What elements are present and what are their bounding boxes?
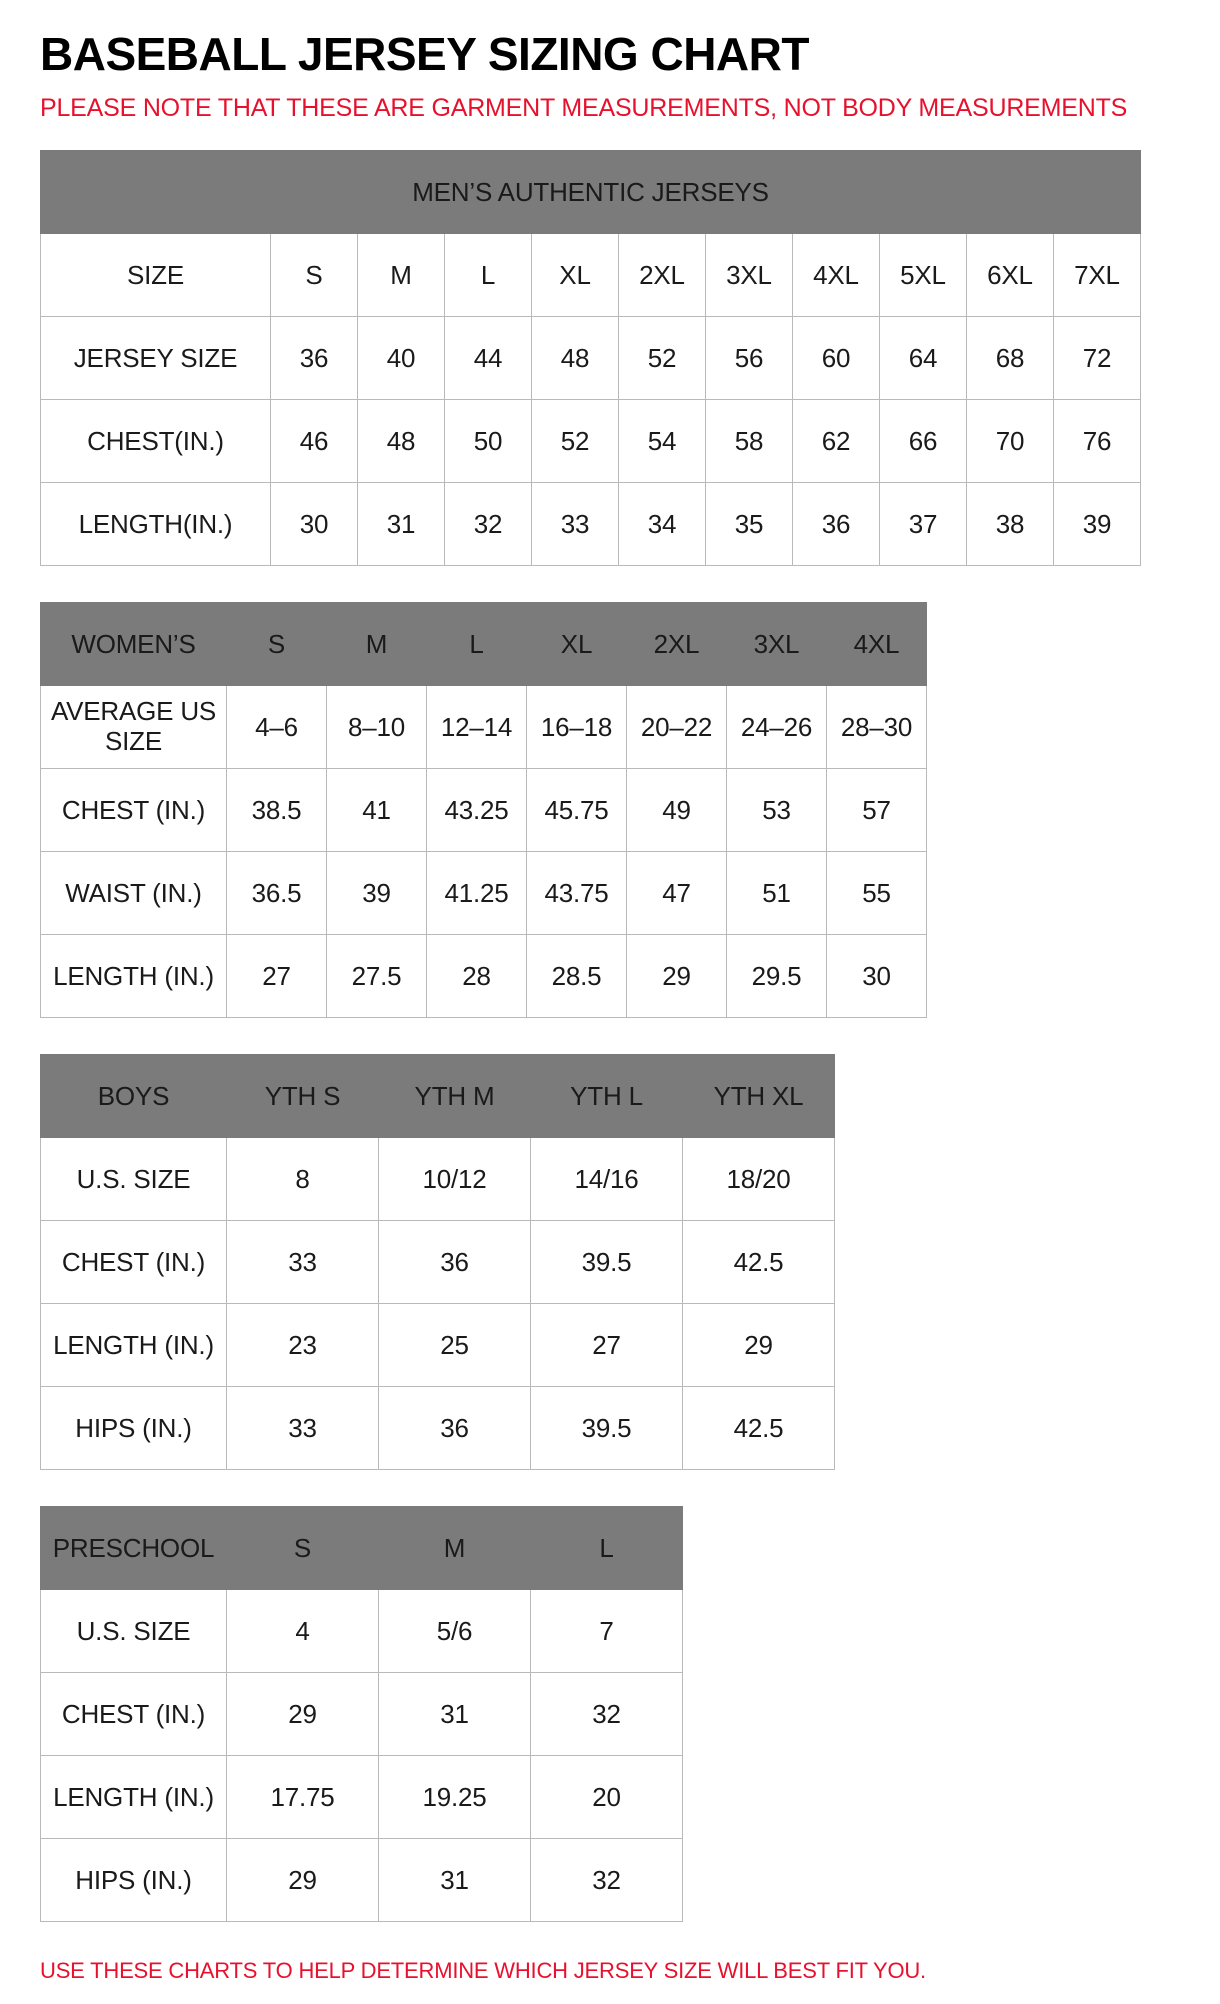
boys-sizing-table <box>40 1054 835 1470</box>
mens-data-cell: 38 <box>967 483 1054 566</box>
table-row <box>41 1138 835 1221</box>
womens-data-cell: 20–22 <box>627 686 727 769</box>
table-row <box>41 769 927 852</box>
mens-data-cell: 62 <box>793 400 880 483</box>
boys-data-cell: 42.5 <box>683 1387 835 1470</box>
boys-size-cell: YTH XL <box>683 1055 835 1138</box>
mens-size-cell: 5XL <box>880 234 967 317</box>
womens-data-cell: 30 <box>827 935 927 1018</box>
mens-data-cell: 50 <box>445 400 532 483</box>
womens-data-cell: 12–14 <box>427 686 527 769</box>
mens-sizing-table <box>40 150 1141 566</box>
preschool-data-cell: 4 <box>227 1590 379 1673</box>
womens-size-cell: XL <box>527 603 627 686</box>
mens-data-cell: 58 <box>706 400 793 483</box>
womens-data-cell: 39 <box>327 852 427 935</box>
table-row <box>41 1387 835 1470</box>
womens-size-cell: L <box>427 603 527 686</box>
boys-data-cell: 33 <box>227 1387 379 1470</box>
boys-data-cell: 23 <box>227 1304 379 1387</box>
preschool-size-cell: L <box>531 1507 683 1590</box>
preschool-data-cell: 20 <box>531 1756 683 1839</box>
boys-row-label: U.S. SIZE <box>41 1138 227 1221</box>
preschool-data-cell: 29 <box>227 1839 379 1922</box>
boys-data-cell: 33 <box>227 1221 379 1304</box>
table-row <box>41 317 1141 400</box>
preschool-sizing-table <box>40 1506 683 1922</box>
womens-data-cell: 41 <box>327 769 427 852</box>
mens-size-cell: 4XL <box>793 234 880 317</box>
womens-data-cell: 41.25 <box>427 852 527 935</box>
preschool-row-label: CHEST (IN.) <box>41 1673 227 1756</box>
preschool-data-cell: 29 <box>227 1673 379 1756</box>
table-row <box>41 1507 683 1590</box>
table-row <box>41 1221 835 1304</box>
table-row <box>41 400 1141 483</box>
mens-banner: MEN’S AUTHENTIC JERSEYS <box>41 151 1141 234</box>
mens-data-cell: 56 <box>706 317 793 400</box>
mens-data-cell: 32 <box>445 483 532 566</box>
womens-data-cell: 27.5 <box>327 935 427 1018</box>
table-row <box>41 234 1141 317</box>
preschool-data-cell: 5/6 <box>379 1590 531 1673</box>
mens-data-cell: 34 <box>619 483 706 566</box>
womens-data-cell: 57 <box>827 769 927 852</box>
womens-data-cell: 36.5 <box>227 852 327 935</box>
footer-note: USE THESE CHARTS TO HELP DETERMINE WHICH JERSEY SIZE WILL BEST FIT YOU. <box>40 1958 926 1984</box>
mens-size-cell: S <box>271 234 358 317</box>
preschool-size-cell: S <box>227 1507 379 1590</box>
table-row <box>41 1590 683 1673</box>
mens-data-cell: 60 <box>793 317 880 400</box>
mens-data-cell: 40 <box>358 317 445 400</box>
preschool-data-cell: 31 <box>379 1673 531 1756</box>
boys-size-cell: YTH M <box>379 1055 531 1138</box>
garment-measurement-note: PLEASE NOTE THAT THESE ARE GARMENT MEASUREMENTS, NOT BODY MEASUREMENTS <box>40 94 1128 123</box>
preschool-row-label: U.S. SIZE <box>41 1590 227 1673</box>
table-row <box>41 1673 683 1756</box>
boys-header-label: BOYS <box>41 1055 227 1138</box>
boys-data-cell: 39.5 <box>531 1387 683 1470</box>
womens-data-cell: 28–30 <box>827 686 927 769</box>
preschool-data-cell: 7 <box>531 1590 683 1673</box>
mens-data-cell: 46 <box>271 400 358 483</box>
preschool-data-cell: 19.25 <box>379 1756 531 1839</box>
boys-data-cell: 39.5 <box>531 1221 683 1304</box>
boys-size-cell: YTH L <box>531 1055 683 1138</box>
mens-data-cell: 36 <box>271 317 358 400</box>
mens-data-cell: 33 <box>532 483 619 566</box>
mens-size-label: SIZE <box>41 234 271 317</box>
womens-size-cell: S <box>227 603 327 686</box>
mens-data-cell: 48 <box>358 400 445 483</box>
table-row <box>41 935 927 1018</box>
table-row <box>41 686 927 769</box>
boys-data-cell: 29 <box>683 1304 835 1387</box>
mens-data-cell: 72 <box>1054 317 1141 400</box>
table-row <box>41 1839 683 1922</box>
womens-data-cell: 4–6 <box>227 686 327 769</box>
mens-data-cell: 39 <box>1054 483 1141 566</box>
mens-data-cell: 36 <box>793 483 880 566</box>
mens-row-label: LENGTH(IN.) <box>41 483 271 566</box>
womens-data-cell: 29.5 <box>727 935 827 1018</box>
mens-data-cell: 54 <box>619 400 706 483</box>
mens-size-cell: 2XL <box>619 234 706 317</box>
mens-size-cell: L <box>445 234 532 317</box>
womens-data-cell: 28 <box>427 935 527 1018</box>
womens-sizing-table <box>40 602 927 1018</box>
table-row <box>41 483 1141 566</box>
mens-size-cell: XL <box>532 234 619 317</box>
boys-data-cell: 36 <box>379 1221 531 1304</box>
preschool-header-label: PRESCHOOL <box>41 1507 227 1590</box>
mens-data-cell: 44 <box>445 317 532 400</box>
boys-data-cell: 36 <box>379 1387 531 1470</box>
boys-data-cell: 27 <box>531 1304 683 1387</box>
womens-data-cell: 16–18 <box>527 686 627 769</box>
mens-row-label: CHEST(IN.) <box>41 400 271 483</box>
mens-data-cell: 70 <box>967 400 1054 483</box>
womens-data-cell: 8–10 <box>327 686 427 769</box>
boys-size-cell: YTH S <box>227 1055 379 1138</box>
womens-row-label: WAIST (IN.) <box>41 852 227 935</box>
womens-size-cell: 3XL <box>727 603 827 686</box>
boys-data-cell: 10/12 <box>379 1138 531 1221</box>
mens-size-cell: 3XL <box>706 234 793 317</box>
table-row <box>41 852 927 935</box>
womens-size-cell: M <box>327 603 427 686</box>
preschool-data-cell: 32 <box>531 1673 683 1756</box>
table-row <box>41 1304 835 1387</box>
womens-data-cell: 38.5 <box>227 769 327 852</box>
boys-row-label: HIPS (IN.) <box>41 1387 227 1470</box>
mens-size-cell: 7XL <box>1054 234 1141 317</box>
boys-row-label: LENGTH (IN.) <box>41 1304 227 1387</box>
mens-data-cell: 64 <box>880 317 967 400</box>
womens-data-cell: 27 <box>227 935 327 1018</box>
table-row <box>41 1055 835 1138</box>
boys-data-cell: 42.5 <box>683 1221 835 1304</box>
womens-data-cell: 24–26 <box>727 686 827 769</box>
preschool-size-cell: M <box>379 1507 531 1590</box>
mens-data-cell: 35 <box>706 483 793 566</box>
womens-data-cell: 53 <box>727 769 827 852</box>
womens-data-cell: 43.25 <box>427 769 527 852</box>
mens-row-label: JERSEY SIZE <box>41 317 271 400</box>
mens-size-cell: 6XL <box>967 234 1054 317</box>
mens-data-cell: 76 <box>1054 400 1141 483</box>
womens-data-cell: 43.75 <box>527 852 627 935</box>
preschool-data-cell: 17.75 <box>227 1756 379 1839</box>
womens-data-cell: 28.5 <box>527 935 627 1018</box>
womens-size-cell: 2XL <box>627 603 727 686</box>
mens-data-cell: 66 <box>880 400 967 483</box>
boys-row-label: CHEST (IN.) <box>41 1221 227 1304</box>
table-row <box>41 1756 683 1839</box>
mens-data-cell: 31 <box>358 483 445 566</box>
womens-data-cell: 47 <box>627 852 727 935</box>
page-title: BASEBALL JERSEY SIZING CHART <box>40 28 809 80</box>
womens-data-cell: 49 <box>627 769 727 852</box>
preschool-row-label: HIPS (IN.) <box>41 1839 227 1922</box>
table-row <box>41 151 1141 234</box>
preschool-data-cell: 32 <box>531 1839 683 1922</box>
mens-data-cell: 48 <box>532 317 619 400</box>
boys-data-cell: 8 <box>227 1138 379 1221</box>
boys-data-cell: 18/20 <box>683 1138 835 1221</box>
womens-data-cell: 45.75 <box>527 769 627 852</box>
boys-data-cell: 14/16 <box>531 1138 683 1221</box>
womens-row-label: CHEST (IN.) <box>41 769 227 852</box>
womens-data-cell: 55 <box>827 852 927 935</box>
womens-row-label: LENGTH (IN.) <box>41 935 227 1018</box>
preschool-row-label: LENGTH (IN.) <box>41 1756 227 1839</box>
boys-data-cell: 25 <box>379 1304 531 1387</box>
mens-data-cell: 52 <box>532 400 619 483</box>
mens-data-cell: 68 <box>967 317 1054 400</box>
womens-data-cell: 29 <box>627 935 727 1018</box>
womens-data-cell: 51 <box>727 852 827 935</box>
womens-header-label: WOMEN’S <box>41 603 227 686</box>
preschool-data-cell: 31 <box>379 1839 531 1922</box>
womens-size-cell: 4XL <box>827 603 927 686</box>
table-row <box>41 603 927 686</box>
mens-data-cell: 52 <box>619 317 706 400</box>
womens-row-label: AVERAGE US SIZE <box>41 686 227 769</box>
mens-data-cell: 37 <box>880 483 967 566</box>
mens-size-cell: M <box>358 234 445 317</box>
mens-data-cell: 30 <box>271 483 358 566</box>
